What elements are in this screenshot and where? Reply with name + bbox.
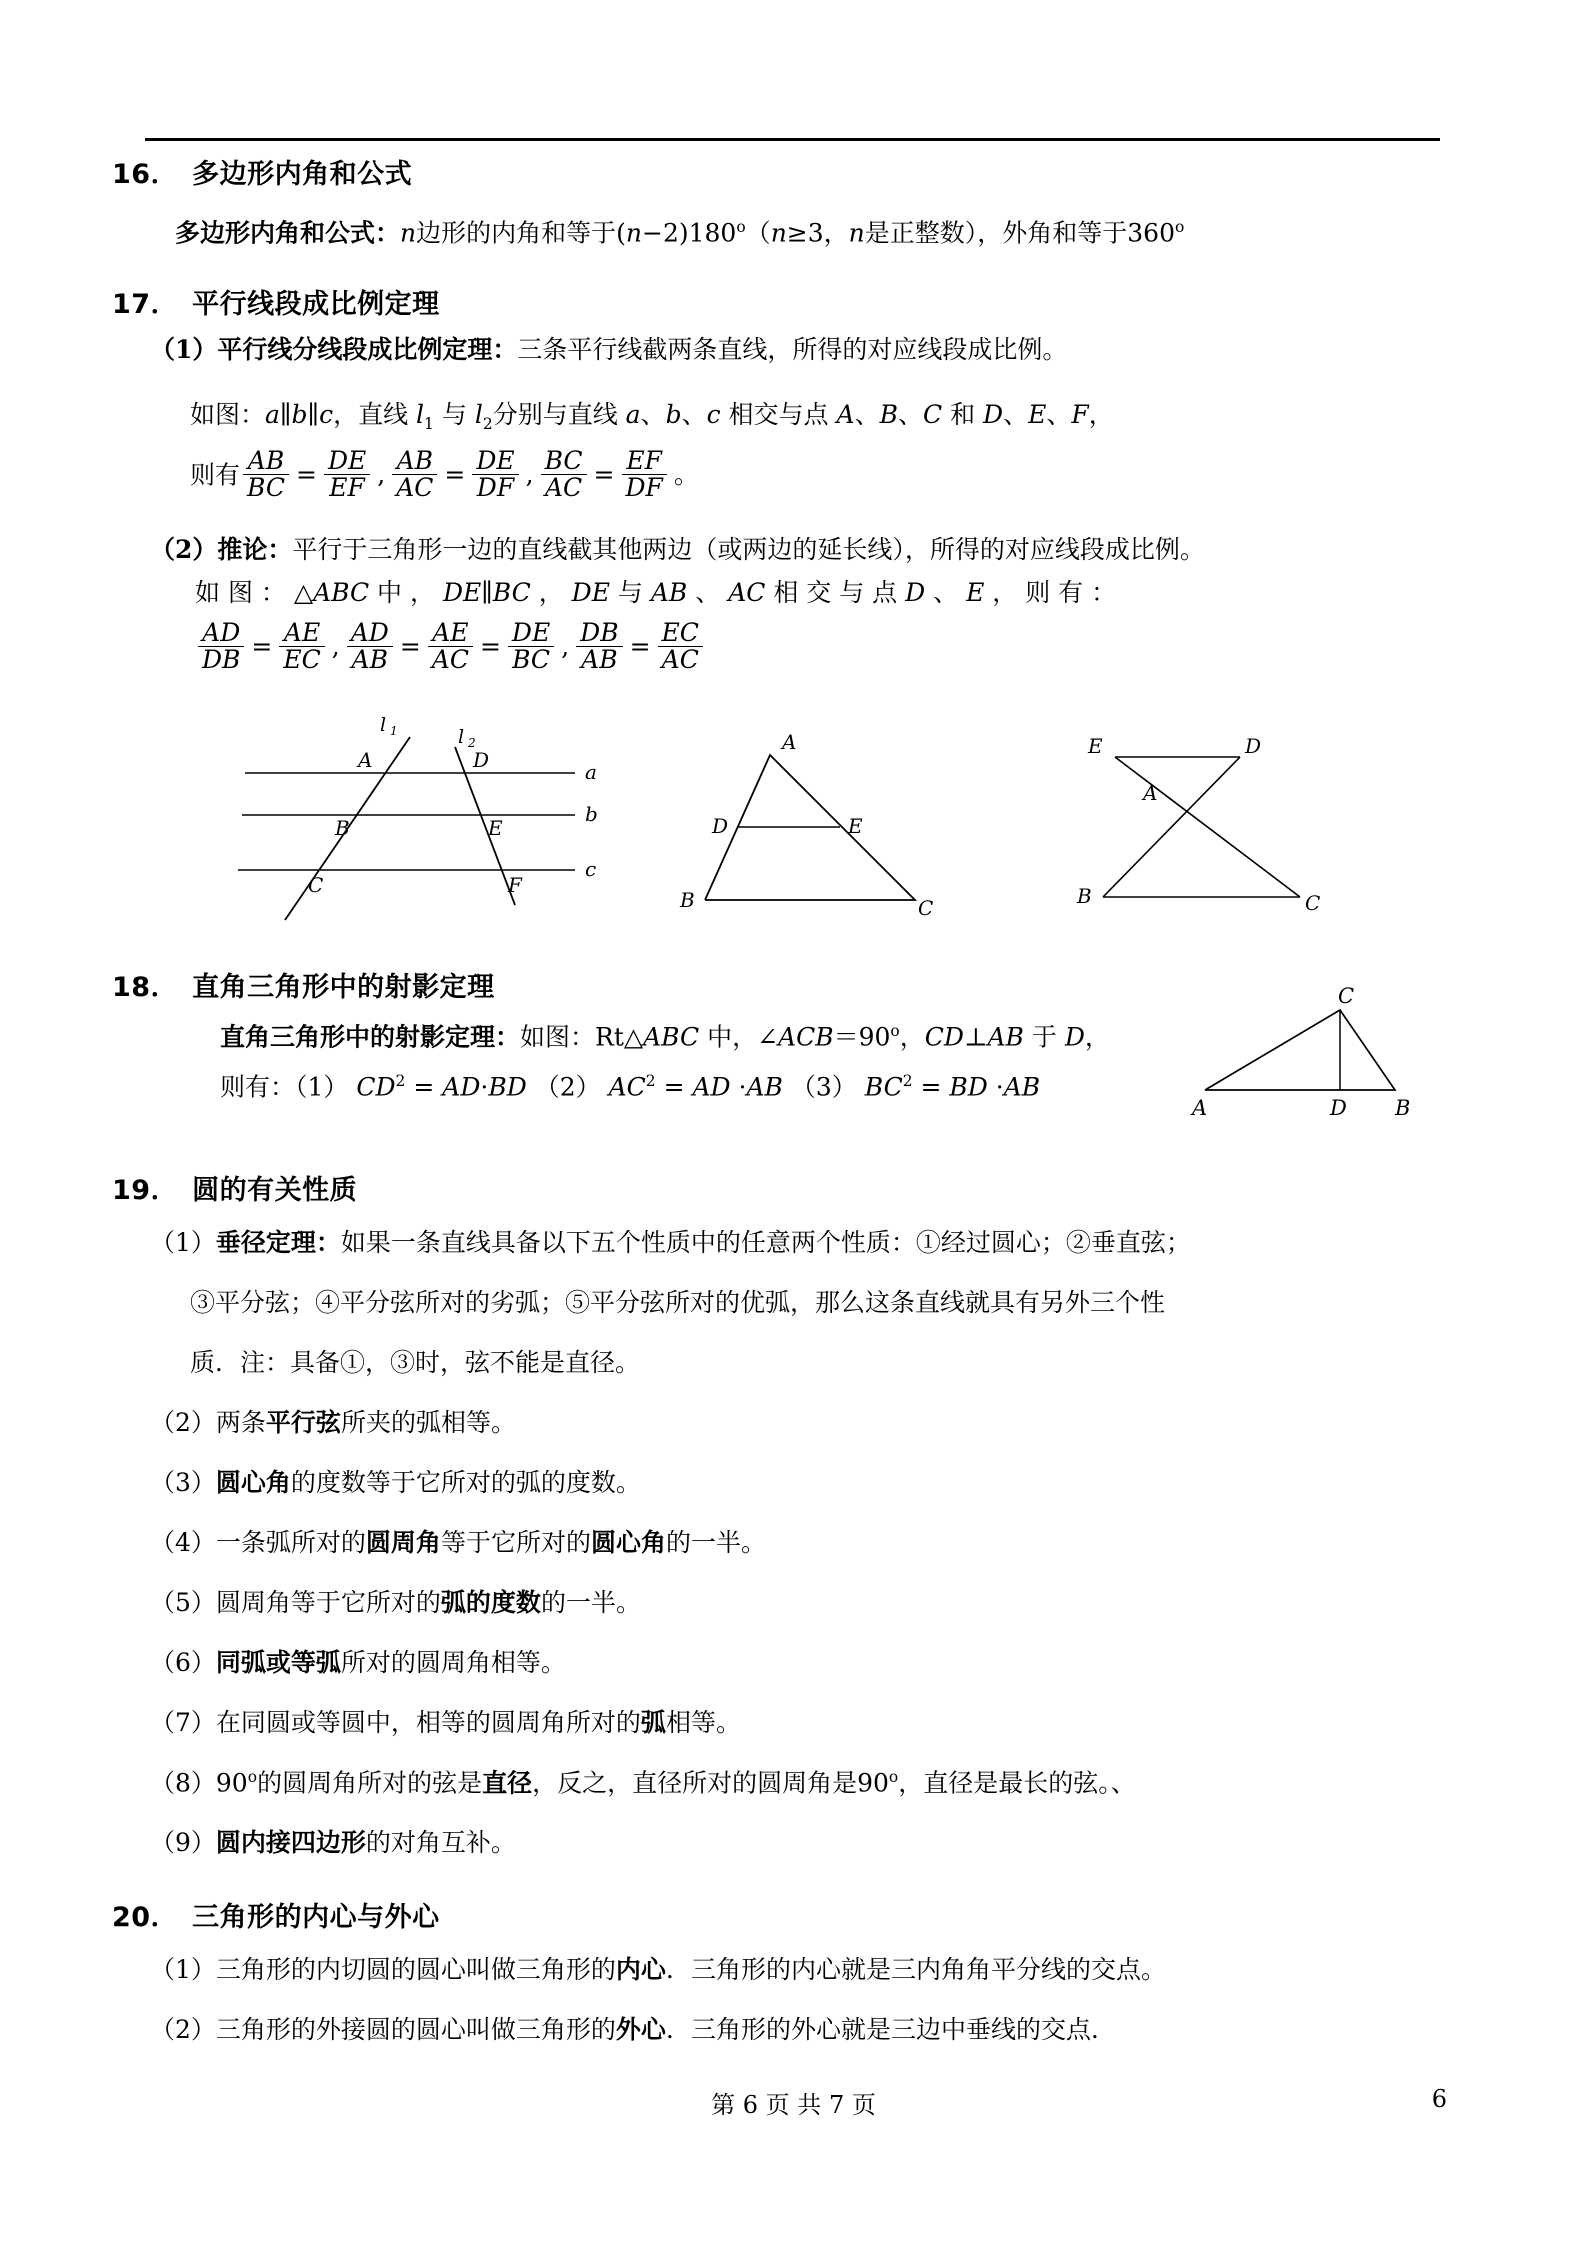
s19-item4-label: （4） [150,1528,216,1557]
section-16-heading [112,152,412,191]
section-18-number: 18． [112,972,179,1003]
section-19-title: 圆的有关性质 [192,1175,358,1206]
svg-text:E: E [488,816,503,840]
s19-item6-label: （6） [150,1648,216,1677]
s19-item1-text: 如果一条直线具备以下五个性质中的任意两个性质：①经过圆心；②垂直弦； [340,1228,1191,1257]
section-17-figure-note-1: 如图：a∥b∥c，直线 $l_1$ 与 $l_2$分别与直线 a、b、c 相交与点 A、B、C 和 D、E、F， [190,400,1114,433]
page-number: 6 [1431,2085,1447,2113]
section-20-item-2: （2）三角形的外接圆的圆心叫做三角形的外心．三角形的外心就是三边中垂线的交点． [150,2015,1116,2044]
s19-item3-label: （3） [150,1468,216,1497]
svg-text:A: A [1192,1096,1208,1120]
s18-bold-lead: 直角三角形中的射影定理： [220,1022,521,1052]
svg-text:C: C [1338,985,1355,1008]
svg-text:B: B [335,816,350,840]
s17-item1-lead: 平行线分线段成比例定理： [217,335,518,364]
section-17-heading [112,282,440,321]
s19-item5-label: （5） [150,1588,216,1617]
svg-text:C: C [918,896,934,920]
fraction-AB-BC: $\frac{AB}{BC}$ [243,448,289,502]
s19-item2-label: （2） [150,1408,216,1437]
svg-text:C: C [1305,891,1321,915]
svg-text:A: A [782,730,797,754]
svg-text:1: 1 [390,724,398,738]
s20-item1-label: （1） [150,1955,216,1984]
s17-item2-lead: 推论： [217,535,293,564]
s19-item1-label: （1） [150,1228,216,1257]
svg-text:c: c [585,857,597,881]
section-19-item-1c: 质．注：具备①，③时，弦不能是直径。 [190,1348,641,1377]
fraction-EF-DF: $\frac{EF}{DF}$ [622,448,667,502]
svg-text:A: A [1143,781,1158,805]
section-18-heading [112,965,495,1004]
s19-item7-label: （7） [150,1708,216,1737]
svg-text:D: D [473,748,490,772]
svg-text:C: C [308,873,324,897]
fraction-EC-AC: $\frac{EC}{AC}$ [658,620,703,674]
section-16-title: 多边形内角和公式 [192,159,413,190]
section-19-item-2: （2）两条平行弦所夹的弧相等。 [150,1408,516,1437]
section-19-item-3: （3）圆心角的度数等于它所对的弧的度数。 [150,1468,641,1497]
fraction-AE-AC: $\frac{AE}{AC}$ [428,620,473,674]
s17-item2-text: 平行于三角形一边的直线截其他两边（或两边的延长线），所得的对应线段成比例。 [292,535,1205,564]
fraction-AE-EC: $\frac{AE}{EC}$ [279,620,324,674]
s17-item2-label: （2） [150,535,218,564]
section-18-line-1: 直角三角形中的射影定理：如图：Rt△ABC 中，$\angle ACB=90^o$，CD⊥AB 于 D， [220,1022,1110,1052]
section-18-line-2: 则有：（1） $CD^2 = AD\cdot BD$ （2） $AC^2$ = AD ·AB （3） $BC^2$ = BD ·AB [220,1072,1041,1102]
s20-item2-label: （2） [150,2015,216,2044]
svg-text:B: B [1077,884,1092,908]
svg-text:l: l [380,714,387,736]
svg-text:D: D [1330,1096,1347,1120]
section-20-title: 三角形的内心与外心 [192,1902,440,1933]
section-19-number: 19． [112,1175,179,1206]
section-19-heading [112,1168,357,1207]
section-16-line-1: 多边形内角和公式：n边形的内角和等于$(n-2)180^o(n\ge 3$，n是正整数），外角和等于360$^o$ [175,218,1185,248]
section-17-equation-1: 则有 $\frac{AB}{BC}$ = $\frac{DE}{EF}$ , $\frac{AB}{AC}$ = $\frac{DE}{DF}$ , $\frac{BC}{AC}$ = $\frac{EF}{DF}$ 。 [190,446,699,503]
fraction-AD-DB: $\frac{AD}{DB}$ [198,620,244,674]
figure-right-triangle [1190,985,1470,1125]
page-footer: 第 6 页 共 7 页 [711,2091,876,2119]
figure-triangle-de-parallel-bc [660,705,990,925]
fraction-AD-AB: $\frac{AD}{AB}$ [347,620,393,674]
svg-text:b: b [585,802,598,826]
fraction-AB-AC: $\frac{AB}{AC}$ [392,448,437,502]
section-19-item-1a [150,1228,1191,1258]
svg-text:A: A [358,748,373,772]
svg-text:2: 2 [468,736,476,750]
s19-item1-lead: 垂径定理： [215,1228,341,1257]
section-17-figure-note-2: 如 图 ： △ABC 中 ， DE∥BC ， DE 与 AB 、 AC 相 交 与 点 D 、 E ， 则 有 ： [195,578,1117,607]
section-17-equation-2: $\frac{AD}{DB}$ = $\frac{AE}{EC}$ , $\frac{AD}{AB}$ = $\frac{AE}{AC}$ = $\frac{DE}{BC}$ , $\frac{DB}{AB}$ = $\frac{EC}{AC}$ [195,622,706,676]
s19-item9-label: （9） [150,1828,216,1857]
fraction-DB-AB: $\frac{DB}{AB}$ [576,620,622,674]
section-20-item-1: （1）三角形的内切圆的圆心叫做三角形的内心．三角形的内心就是三内角角平分线的交点。 [150,1955,1166,1984]
section-19-item-5: （5）圆周角等于它所对的弧的度数的一半。 [150,1588,641,1617]
svg-text:B: B [680,888,695,912]
section-17-title: 平行线段成比例定理 [192,289,440,320]
svg-text:F: F [508,873,522,897]
section-18-title: 直角三角形中的射影定理 [192,972,495,1003]
s19-item8-label: （8） [150,1768,216,1798]
section-19-item-6: （6）同弧或等弧所对的圆周角相等。 [150,1648,566,1677]
s16-bold-lead: 多边形内角和公式： [175,218,401,248]
section-17-item-2 [150,535,1205,565]
s17-item1-label: （1） [150,335,218,364]
header-divider [145,138,1440,141]
section-20-heading [112,1895,440,1934]
section-17-item-1 [150,335,1067,365]
figure-triangle-extended [1055,705,1385,925]
section-20-number: 20． [112,1902,179,1933]
svg-text:E: E [848,814,863,838]
section-17-number: 17． [112,289,179,320]
fraction-DE-BC: $\frac{DE}{BC}$ [508,620,554,674]
svg-text:l: l [458,726,465,748]
section-19-item-4: （4）一条弧所对的圆周角等于它所对的圆心角的一半。 [150,1528,766,1557]
section-19-item-7: （7）在同圆或等圆中，相等的圆周角所对的弧相等。 [150,1708,741,1737]
section-19-item-9: （9）圆内接四边形的对角互补。 [150,1828,516,1857]
figure-parallel-lines [230,705,650,925]
s17-item1-text: 三条平行线截两条直线，所得的对应线段成比例。 [517,335,1068,364]
svg-text:D: D [712,814,729,838]
fraction-BC-AC: $\frac{BC}{AC}$ [541,448,587,502]
svg-text:E: E [1088,734,1103,758]
svg-text:a: a [585,760,597,784]
section-16-number: 16． [112,159,179,190]
svg-text:B: B [1395,1096,1411,1120]
fraction-DE-DF: $\frac{DE}{DF}$ [472,448,518,502]
fraction-DE-EF: $\frac{DE}{EF}$ [324,448,370,502]
section-19-item-1b: ③平分弦；④平分弦所对的劣弧；⑤平分弦所对的优弧，那么这条直线就具有另外三个性 [190,1288,1166,1317]
section-19-item-8: （8）90$^o$的圆周角所对的弦是直径，反之，直径所对的圆周角是90$^o$，直径是最长的弦。、 [150,1768,1136,1798]
svg-text:D: D [1245,734,1262,758]
